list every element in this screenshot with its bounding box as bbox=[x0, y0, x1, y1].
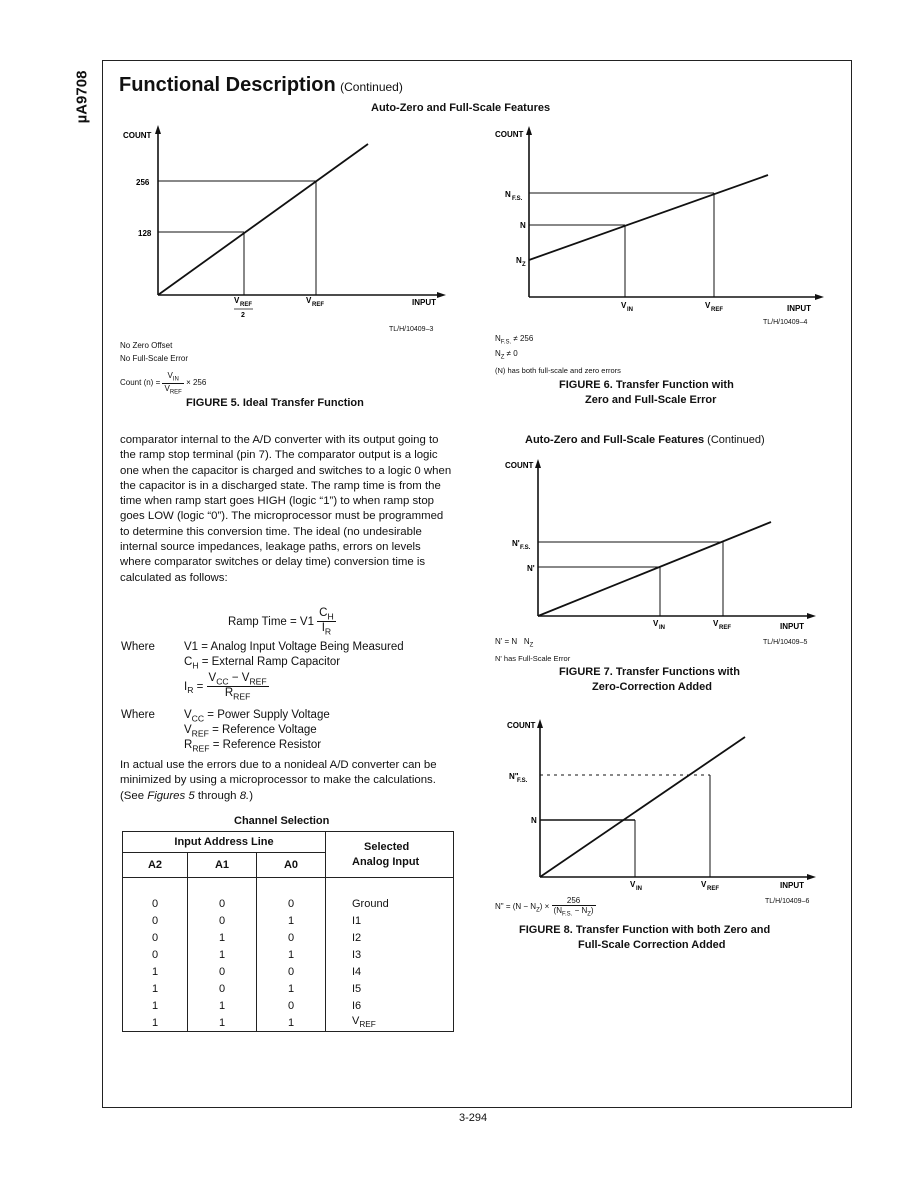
title-main: Functional Description bbox=[119, 74, 336, 96]
col-a2: A2 bbox=[123, 853, 188, 878]
fig8-caption-1: FIGURE 8. Transfer Function with both Zero and bbox=[519, 924, 771, 936]
where2-line3: $R_{REF}$ = Reference Resistor bbox=[184, 739, 322, 754]
svg-text:N: N bbox=[531, 816, 537, 825]
svg-text:F.S.: F.S. bbox=[520, 545, 531, 551]
fig5-x-arrow bbox=[437, 292, 446, 298]
fig5-caption: FIGURE 5. Ideal Transfer Function bbox=[186, 397, 364, 409]
svg-text:INPUT: INPUT bbox=[780, 622, 804, 630]
table-row: 1 1 0 I6 bbox=[123, 997, 454, 1014]
svg-text:V: V bbox=[653, 619, 659, 628]
fig5-note-2: No Full-Scale Error bbox=[120, 354, 189, 363]
fig7-note-1: N' = N $N_Z$ bbox=[495, 637, 534, 649]
svg-text:IN: IN bbox=[659, 625, 665, 630]
fig5-tick-vref-half-sub: REF bbox=[240, 302, 252, 308]
ramp-time-equation: Ramp Time = V1 $\frac{C_H}{I_R}$ bbox=[228, 607, 334, 637]
svg-text:F.S.: F.S. bbox=[517, 778, 528, 784]
table-title: Channel Selection bbox=[234, 815, 330, 827]
figure-5-graph bbox=[110, 122, 450, 332]
fig5-tick-128: 128 bbox=[138, 229, 152, 238]
fig6-xlabel: INPUT bbox=[787, 304, 811, 313]
part-number: µA9708 bbox=[73, 70, 91, 124]
where-label-2: Where bbox=[121, 709, 155, 721]
svg-text:N: N bbox=[505, 190, 511, 199]
fig8-caption-2: Full-Scale Correction Added bbox=[578, 939, 726, 951]
fig7-caption-2: Zero-Correction Added bbox=[592, 681, 712, 693]
col-a0: A0 bbox=[257, 853, 326, 878]
svg-text:N': N' bbox=[527, 564, 535, 573]
fig6-caption-1: FIGURE 6. Transfer Function with bbox=[559, 379, 734, 391]
table-selected-header: Selected Analog Input bbox=[326, 832, 454, 878]
svg-text:REF: REF bbox=[719, 625, 731, 630]
table-row: 0 0 1 I1 bbox=[123, 912, 454, 929]
fig8-code: TL/H/10409–6 bbox=[765, 898, 810, 905]
where1-line1: V1 = Analog Input Voltage Being Measured bbox=[184, 641, 404, 653]
fig5-y-arrow bbox=[155, 125, 161, 134]
svg-text:INPUT: INPUT bbox=[780, 881, 804, 890]
table-row: 1 0 0 I4 bbox=[123, 963, 454, 980]
svg-text:V: V bbox=[701, 880, 707, 889]
table-row: 0 1 1 I3 bbox=[123, 946, 454, 963]
fig5-transfer-line bbox=[158, 144, 368, 295]
table-row: 1 1 1 $V_{REF}$ bbox=[123, 1014, 454, 1032]
fig5-tick-vref-half-v: V bbox=[234, 296, 240, 305]
fig5-count-equation: Count (n) = $\frac{V_{IN}}{V_{REF}}$ × 256 bbox=[120, 371, 207, 396]
table-row: 0 1 0 I2 bbox=[123, 929, 454, 946]
fig7-caption-1: FIGURE 7. Transfer Functions with bbox=[559, 666, 740, 678]
fig7-transfer-line bbox=[538, 522, 771, 616]
where2-line2: $V_{REF}$ = Reference Voltage bbox=[184, 724, 317, 739]
figure-8-graph bbox=[495, 715, 830, 895]
table-row: 1 0 1 I5 bbox=[123, 980, 454, 997]
fig5-tick-vref-sub: REF bbox=[312, 302, 324, 308]
fig6-ylabel: COUNT bbox=[495, 130, 524, 139]
svg-text:N": N" bbox=[509, 772, 519, 781]
where1-line2: $C_H$ = External Ramp Capacitor bbox=[184, 656, 341, 671]
fig7-heading: Auto-Zero and Full-Scale Features (Continued) bbox=[525, 434, 765, 446]
figure-7-graph bbox=[495, 455, 830, 630]
closing-paragraph: In actual use the errors due to a nonideal A/D converter can be minimized by using a microprocessor to make the calculations. (See Figures 5 through 8.) bbox=[120, 759, 437, 802]
svg-text:V: V bbox=[630, 880, 636, 889]
fig5-xlabel: INPUT bbox=[412, 298, 436, 307]
svg-text:N: N bbox=[516, 256, 522, 265]
fig6-note-1: $N_{F.S.} \ne 256$ bbox=[495, 334, 534, 346]
fig5-tick-256: 256 bbox=[136, 178, 150, 187]
channel-selection-table bbox=[122, 831, 454, 1032]
svg-text:COUNT: COUNT bbox=[507, 721, 536, 730]
table-group-header: Input Address Line bbox=[123, 832, 326, 853]
svg-text:V: V bbox=[713, 619, 719, 628]
col-a1: A1 bbox=[188, 853, 257, 878]
svg-text:COUNT: COUNT bbox=[505, 461, 534, 470]
fig8-equation: N" = $(N - N_Z)$ × $\frac{256}{(N_{F.S.} - N_Z)}$ bbox=[495, 896, 594, 918]
fig5-note-1: No Zero Offset bbox=[120, 341, 173, 350]
title-continued: (Continued) bbox=[340, 80, 403, 94]
body-paragraph: comparator internal to the A/D converter with its output going to the ramp stop terminal (pin 7). The comparator output is a logic one when the capacitor is charged and switches to a logic 0 when the capacitor is in a discharged state. The ramp time is from the time when ramp start goes HIGH (logic “1”) to when ramp stop goes LOW (logic “0”). The microprocessor must be programmed to determine this conversion time. The ideal (no undesirable internal source impedances, leakage paths, errors on levels where comparator switches or delay time) conversion time is calculated as follows: bbox=[120, 434, 452, 584]
fig6-transfer-line bbox=[529, 175, 768, 260]
svg-text:Z: Z bbox=[522, 262, 526, 268]
section-heading: Auto-Zero and Full-Scale Features bbox=[371, 102, 551, 114]
fig8-transfer-line bbox=[540, 737, 745, 877]
page-title bbox=[119, 74, 403, 97]
fig6-code: TL/H/10409–4 bbox=[763, 319, 808, 326]
fig5-tick-vref-v: V bbox=[306, 296, 312, 305]
svg-text:N': N' bbox=[512, 539, 520, 548]
where2-line1: $V_{CC}$ = Power Supply Voltage bbox=[184, 709, 330, 724]
where-label-1: Where bbox=[121, 641, 155, 653]
fig5-code: TL/H/10409–3 bbox=[389, 326, 434, 333]
svg-text:V: V bbox=[705, 301, 711, 310]
svg-text:IN: IN bbox=[627, 307, 633, 313]
fig6-note-3: (N) has both full-scale and zero errors bbox=[495, 366, 621, 375]
svg-text:F.S.: F.S. bbox=[512, 196, 523, 202]
fig5-ylabel: COUNT bbox=[123, 131, 152, 140]
table-row: 0 0 0 Ground bbox=[123, 895, 454, 912]
fig7-code: TL/H/10409–5 bbox=[763, 639, 808, 646]
svg-text:REF: REF bbox=[711, 307, 723, 313]
svg-text:IN: IN bbox=[636, 886, 642, 892]
figure-6-graph bbox=[488, 122, 833, 322]
fig5-tick-vref-half-den: 2 bbox=[241, 312, 245, 319]
svg-text:V: V bbox=[621, 301, 627, 310]
svg-text:REF: REF bbox=[707, 886, 719, 892]
svg-text:N: N bbox=[520, 221, 526, 230]
fig6-caption-2: Zero and Full-Scale Error bbox=[585, 394, 717, 406]
page-number: 3-294 bbox=[459, 1112, 488, 1124]
fig6-note-2: $N_Z \ne 0$ bbox=[495, 349, 518, 361]
ir-equation: $I_R$ = $\frac{V_{CC} - V_{REF}}{R_{REF}}$ bbox=[184, 672, 267, 702]
fig7-note-2: N' has Full-Scale Error bbox=[495, 654, 571, 663]
